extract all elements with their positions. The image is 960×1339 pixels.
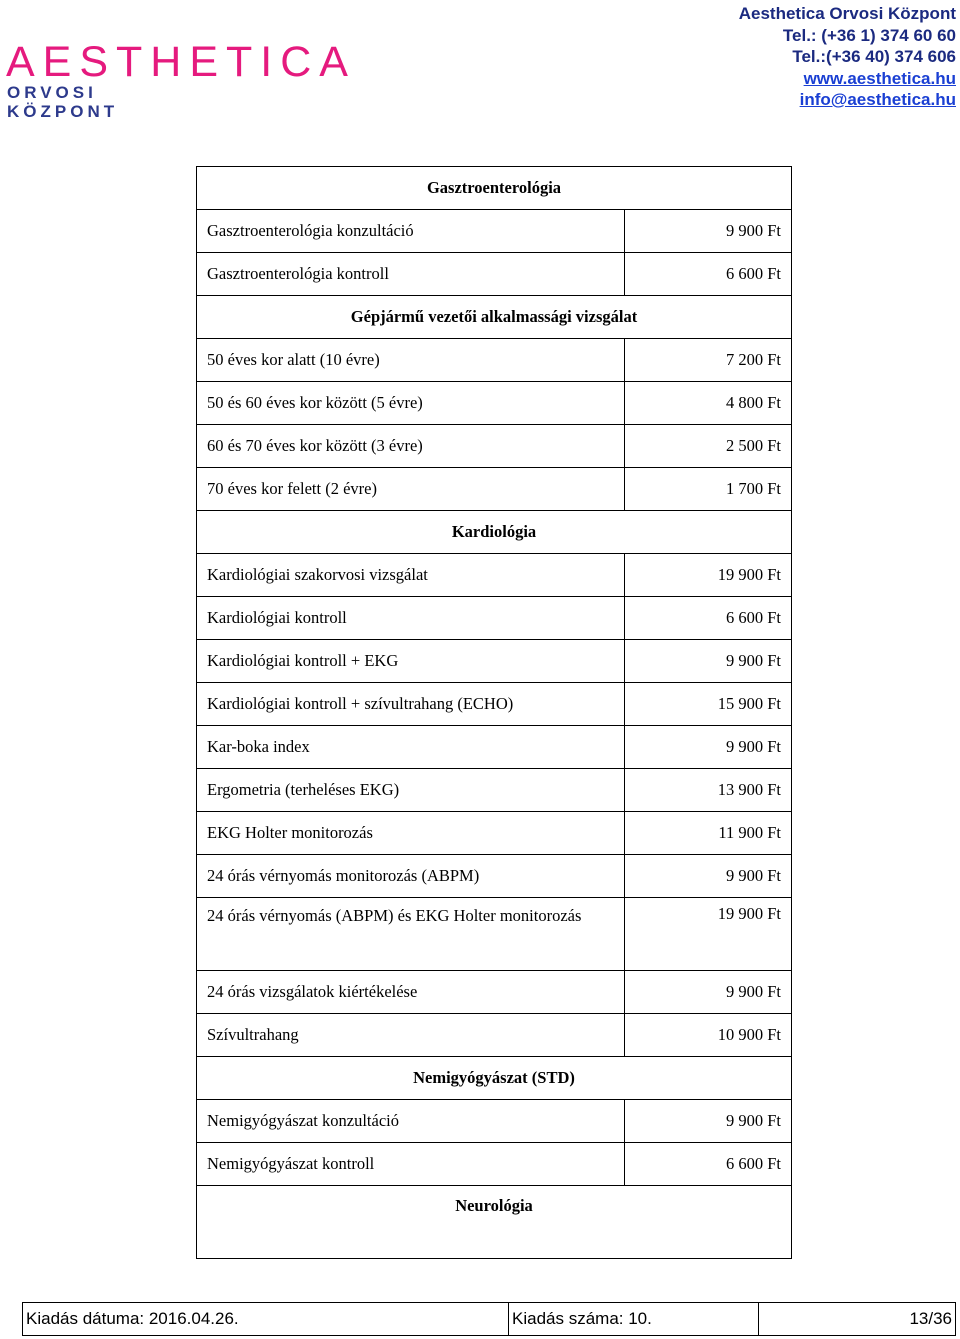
table-row bbox=[197, 425, 792, 468]
phone-2: Tel.:(+36 40) 374 606 bbox=[792, 47, 956, 66]
service-price: 11 900 Ft bbox=[624, 812, 791, 855]
section-title: Gépjármű vezetői alkalmassági vizsgálat bbox=[197, 296, 792, 339]
service-price: 10 900 Ft bbox=[624, 1014, 791, 1057]
table-row bbox=[197, 640, 792, 683]
service-name: 24 órás vizsgálatok kiértékelése bbox=[197, 971, 625, 1014]
company-name: Aesthetica Orvosi Központ bbox=[738, 4, 956, 23]
page-number: 13/36 bbox=[909, 1309, 952, 1328]
section-header bbox=[197, 167, 792, 210]
service-price: 4 800 Ft bbox=[624, 382, 791, 425]
service-name: Kardiológiai szakorvosi vizsgálat bbox=[197, 554, 625, 597]
phone-1: Tel.: (+36 1) 374 60 60 bbox=[782, 25, 956, 45]
service-price: 9 900 Ft bbox=[624, 640, 791, 683]
service-name: Nemigyógyászat kontroll bbox=[197, 1143, 625, 1186]
price-table bbox=[196, 166, 792, 1259]
service-name: 50 éves kor alatt (10 évre) bbox=[197, 339, 625, 382]
service-name: Gasztroenterológia konzultáció bbox=[197, 210, 625, 253]
service-price: 13 900 Ft bbox=[624, 769, 791, 812]
service-name: Ergometria (terheléses EKG) bbox=[197, 769, 625, 812]
service-price: 9 900 Ft bbox=[624, 1100, 791, 1143]
email-link[interactable]: info@aesthetica.hu bbox=[799, 90, 956, 109]
issue-date: Kiadás dátuma: 2016.04.26. bbox=[23, 1303, 509, 1335]
service-price: 9 900 Ft bbox=[624, 210, 791, 253]
logo-line1: ORVOSI bbox=[7, 83, 97, 102]
section-header bbox=[197, 511, 792, 554]
service-name: 24 órás vérnyomás monitorozás (ABPM) bbox=[197, 855, 625, 898]
service-name: Kardiológiai kontroll + szívultrahang (ECHO) bbox=[197, 683, 625, 726]
service-name: Kardiológiai kontroll bbox=[197, 597, 625, 640]
website-link[interactable]: www.aesthetica.hu bbox=[803, 68, 956, 88]
service-price: 6 600 Ft bbox=[624, 253, 791, 296]
logo-wordmark: AESTHETICA bbox=[6, 38, 356, 86]
table-row bbox=[197, 855, 792, 898]
service-name: EKG Holter monitorozás bbox=[197, 812, 625, 855]
table-row bbox=[197, 554, 792, 597]
service-name: Nemigyógyászat konzultáció bbox=[197, 1100, 625, 1143]
table-row bbox=[197, 812, 792, 855]
table-row bbox=[197, 597, 792, 640]
section-header bbox=[197, 1057, 792, 1100]
contact-block bbox=[739, 3, 956, 111]
service-price: 9 900 Ft bbox=[624, 726, 791, 769]
section-title: Kardiológia bbox=[197, 511, 792, 554]
section-header bbox=[197, 296, 792, 339]
section-title: Nemigyógyászat (STD) bbox=[197, 1057, 792, 1100]
service-price: 15 900 Ft bbox=[624, 683, 791, 726]
service-price: 9 900 Ft bbox=[624, 855, 791, 898]
issue-number: Kiadás száma: 10. bbox=[509, 1303, 759, 1335]
section-title: Gasztroenterológia bbox=[197, 167, 792, 210]
section-header bbox=[197, 1186, 792, 1259]
table-row bbox=[197, 898, 792, 971]
service-name: 60 és 70 éves kor között (3 évre) bbox=[197, 425, 625, 468]
aesthetica-logo bbox=[4, 4, 356, 121]
table-row bbox=[197, 971, 792, 1014]
table-row bbox=[197, 1100, 792, 1143]
service-name: 50 és 60 éves kor között (5 évre) bbox=[197, 382, 625, 425]
table-row bbox=[197, 683, 792, 726]
table-row bbox=[197, 769, 792, 812]
service-name: Kardiológiai kontroll + EKG bbox=[197, 640, 625, 683]
service-name: 24 órás vérnyomás (ABPM) és EKG Holter monitorozás bbox=[197, 898, 625, 971]
service-name: 70 éves kor felett (2 évre) bbox=[197, 468, 625, 511]
document-footer bbox=[22, 1302, 956, 1336]
service-price: 7 200 Ft bbox=[624, 339, 791, 382]
table-row bbox=[197, 253, 792, 296]
service-price: 9 900 Ft bbox=[624, 971, 791, 1014]
service-name: Szívultrahang bbox=[197, 1014, 625, 1057]
table-row bbox=[197, 382, 792, 425]
table-row bbox=[197, 1143, 792, 1186]
table-row bbox=[197, 339, 792, 382]
service-price: 19 900 Ft bbox=[624, 898, 791, 971]
service-name: Gasztroenterológia kontroll bbox=[197, 253, 625, 296]
table-row bbox=[197, 468, 792, 511]
logo-line2: KÖZPONT bbox=[7, 102, 119, 121]
table-row bbox=[197, 1014, 792, 1057]
service-price: 1 700 Ft bbox=[624, 468, 791, 511]
service-price: 6 600 Ft bbox=[624, 1143, 791, 1186]
service-name: Kar-boka index bbox=[197, 726, 625, 769]
table-row bbox=[197, 726, 792, 769]
service-price: 2 500 Ft bbox=[624, 425, 791, 468]
service-price: 6 600 Ft bbox=[624, 597, 791, 640]
section-title: Neurológia bbox=[197, 1186, 792, 1259]
table-row bbox=[197, 210, 792, 253]
service-price: 19 900 Ft bbox=[624, 554, 791, 597]
